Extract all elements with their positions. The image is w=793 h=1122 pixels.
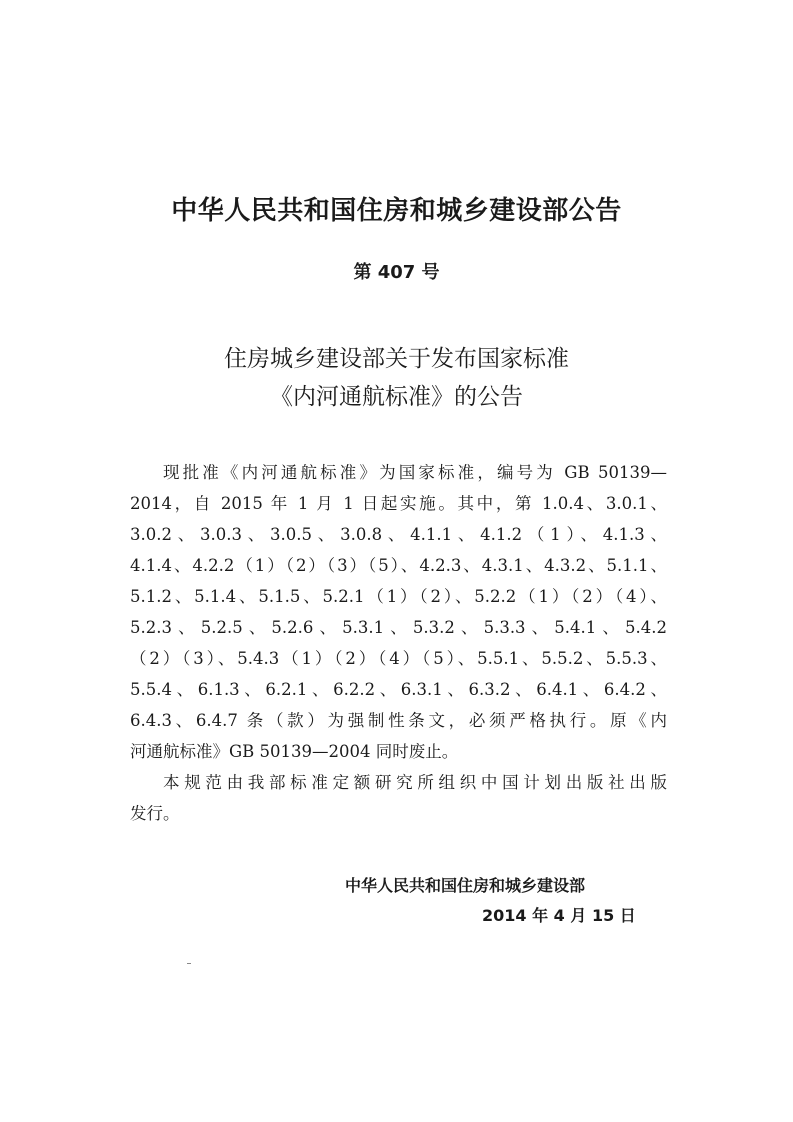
announcement-number: 第 407 号 [353, 262, 440, 283]
body-line: （2）（3）、5.4.3（1）（2）（4）（5）、5.5.1、5.5.2、5.5.3、 [130, 649, 667, 668]
body-line: 现批准《内河通航标准》为国家标准，编号为 GB 50139— [163, 463, 667, 482]
subtitle-line-2: 《内河通航标准》的公告 [270, 384, 523, 410]
body-line: 4.1.4、4.2.2（1）（2）（3）（5）、4.2.3、4.3.1、4.3.2、5.1.1、 [130, 556, 667, 575]
page-title: 中华人民共和国住房和城乡建设部公告 [171, 196, 622, 226]
body-line: 5.5.4、6.1.3、6.2.1、6.2.2、6.3.1、6.3.2、6.4.1、6.4.2、 [130, 680, 667, 699]
body-line: 2014，自 2015 年 1 月 1 日起实施。其中，第 1.0.4、3.0.1、 [130, 494, 667, 513]
body-line: 本规范由我部标准定额研究所组织中国计划出版社出版 [163, 773, 667, 792]
body-line: 河通航标准》GB 50139—2004 同时废止。 [130, 742, 459, 761]
scan-artifact [187, 963, 191, 964]
body-line: 发行。 [130, 804, 180, 823]
issue-date: 2014 年 4 月 15 日 [482, 906, 636, 925]
body-line: 5.1.2、5.1.4、5.1.5、5.2.1（1）（2）、5.2.2（1）（2）（4）、 [130, 587, 667, 606]
body-line: 6.4.3、6.4.7 条（款）为强制性条文，必须严格执行。原《内 [130, 711, 667, 730]
body-line: 5.2.3、5.2.5、5.2.6、5.3.1、5.3.2、5.3.3、5.4.1、5.4.2 [130, 618, 667, 637]
subtitle-line-1: 住房城乡建设部关于发布国家标准 [224, 346, 569, 372]
issuing-organization: 中华人民共和国住房和城乡建设部 [345, 876, 586, 895]
body-line: 3.0.2、3.0.3、3.0.5、3.0.8、4.1.1、4.1.2（1）、4.1.3、 [130, 525, 667, 544]
